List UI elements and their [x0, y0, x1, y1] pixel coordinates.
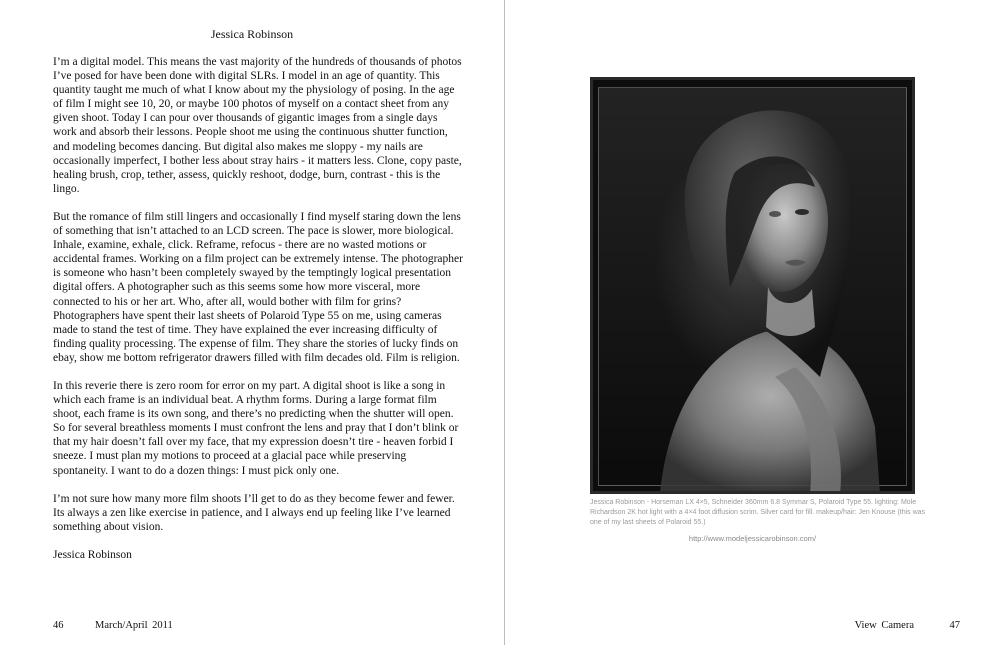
- portrait-photograph: [590, 77, 915, 494]
- page-number-left: 46: [53, 620, 64, 631]
- photo-caption: Jessica Robinson - Horseman LX 4×5, Schneider 360mm 6.8 Symmar S, Polaroid Type 55. lighting: Mole Richardson 2K hot light with a 4×4 foot diffusion scrim. Silver card for fill. makeup/hair: Jen Knouse (this was one of my last sheets of Polaroid 55.): [590, 499, 926, 526]
- magazine-name: View Camera: [854, 620, 914, 631]
- author-header: Jessica Robinson: [210, 27, 294, 41]
- issue-date: March/April 2011: [95, 620, 173, 631]
- portrait-silhouette: [590, 77, 915, 494]
- page-number-right: 47: [949, 620, 960, 631]
- article-body: [53, 55, 463, 562]
- website-link[interactable]: http://www.modeljessicarobinson.com/: [688, 534, 817, 543]
- author-signoff: Jessica Robinson: [53, 548, 132, 561]
- right-page: [505, 0, 1008, 645]
- article-paragraph: In this reverie there is zero room for error on my part. A digital shoot is like a song in which each frame is an individual beat. A rhythm forms. During a large format film shoot, each frame is its own song, and there’s no predicting when the shutter will open. So for several breathless moments I must confront the lens and pray that I don’t blink or that my hair doesn’t fall over my face, that my expression doesn’t tire - heaven forbid I sneeze. I must plan my motions to proceed at a glacial pace while preserving spontaneity. I want to do a dozen things: I must pick only one.: [53, 379, 459, 477]
- article-paragraph: I’m not sure how many more film shoots I’ll get to do as they become fewer and fewer. Its always a zen like exercise in patience, and I always end up feeling like I’ve learned something about vision.: [53, 492, 455, 533]
- article-paragraph: I’m a digital model. This means the vast majority of the hundreds of thousands of photos I’ve posed for have been done with digital SLRs. I model in an age of quantity. This quantity taught me much of what I know about my the physiology of posing. In the age of film I might see 10, 20, or maybe 100 photos of myself on a contact sheet from any given shoot. Today I can pour over thousands of gigantic images from a single days work and absorb their lessons. People shoot me using the continuous shutter function, and modeling becomes dancing. But digital also makes me sloppy - my nails are occasionally imperfect, I bother less about stray hairs - it matters less. Clone, copy paste, healing brush, crop, tether, assess, quickly reshoot, dodge, burn, contrast - this is the lingo.: [53, 56, 462, 195]
- article-paragraph: But the romance of film still lingers and occasionally I find myself staring down the lens of something that isn’t attached to an LCD screen. The pace is slower, more biological. Inhale, examine, exhale, click. Reframe, refocus - there are no wasted motions or accidental frames. Working on a film project can be extremely intense. The photographer is someone who hasn’t been completely swayed by the temptingly logical presentation digital offers. A photographer such as this seems some how more visceral, more connected to his or her art. Who, after all, would bother with film for grins? Photographers have spent their last sheets of Polaroid Type 55 on me, using cameras made to stand the test of time. They have explained the ever increasing difficulty of finding quality processing. The expense of film. They share the stories of lucky finds on ebay, show me bottom refrigerator drawers filled with film decades old. Film is religion.: [53, 210, 463, 364]
